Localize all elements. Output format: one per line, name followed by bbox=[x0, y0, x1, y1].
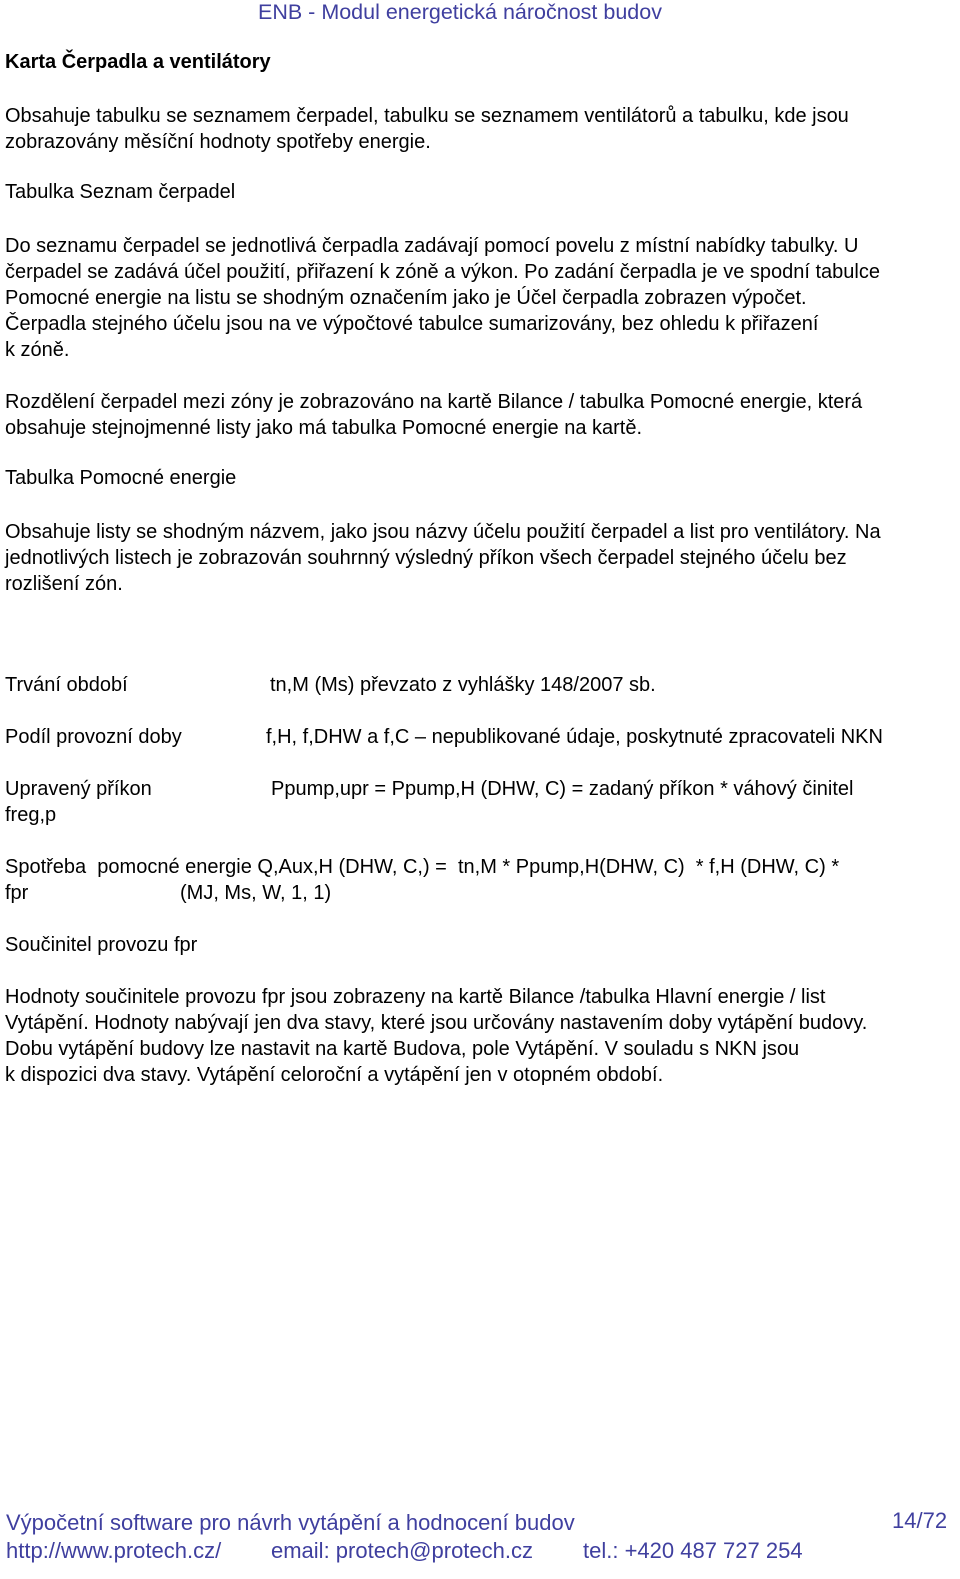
footer-title: Výpočetní software pro návrh vytápění a hodnocení budov bbox=[6, 1510, 575, 1535]
pomocne-heading: Tabulka Pomocné energie bbox=[5, 467, 237, 489]
trvani-label: Trvání období bbox=[5, 674, 128, 696]
text-line: čerpadel se zadává účel použití, přiřazení k zóně a výkon. Po zadání čerpadla je ve spodní tabulce bbox=[5, 261, 880, 283]
text-line: obsahuje stejnojmenné listy jako má tabulka Pomocné energie na kartě. bbox=[5, 417, 643, 439]
text-line: Pomocné energie na listu se shodným označením jako je Účel čerpadla zobrazen výpočet. bbox=[5, 287, 807, 309]
pomocne-paragraph bbox=[5, 519, 957, 597]
text-line: jednotlivých listech je zobrazován souhrnný výsledný příkon všech čerpadel stejného účelu bez bbox=[5, 547, 847, 569]
text-line: Dobu vytápění budovy lze nastavit na kartě Budova, pole Vytápění. V souladu s NKN jsou bbox=[5, 1038, 800, 1060]
page-number: 14/72 bbox=[892, 1508, 948, 1533]
prikon-symbol: freg,p bbox=[5, 804, 57, 826]
spotreba-units: (MJ, Ms, W, 1, 1) bbox=[180, 882, 332, 904]
spotreba-formula-fpr: fpr bbox=[5, 882, 29, 904]
text-line: Do seznamu čerpadel se jednotlivá čerpadla zadávají pomocí povelu z místní nabídky tabulky. U bbox=[5, 235, 859, 257]
page-header-title: ENB - Modul energetická náročnost budov bbox=[258, 0, 662, 24]
text-line: Hodnoty součinitele provozu fpr jsou zobrazeny na kartě Bilance /tabulka Hlavní energie / list bbox=[5, 986, 826, 1008]
podil-value: f,H, f,DHW a f,C – nepublikované údaje, poskytnuté zpracovateli NKN bbox=[266, 726, 883, 748]
text-line: rozlišení zón. bbox=[5, 573, 123, 595]
soucinitel-paragraph bbox=[5, 984, 957, 1088]
text-line: Obsahuje tabulku se seznamem čerpadel, tabulku se seznamem ventilátorů a tabulku, kde jsou bbox=[5, 105, 849, 127]
footer-url-link[interactable]: http://www.protech.cz/ bbox=[6, 1538, 222, 1563]
trvani-value: tn,M (Ms) převzato z vyhlášky 148/2007 sb. bbox=[270, 674, 656, 696]
prikon-label: Upravený příkon bbox=[5, 778, 152, 800]
soucinitel-heading: Součinitel provozu fpr bbox=[5, 934, 198, 956]
text-line: Vytápění. Hodnoty nabývají jen dva stavy, které jsou určovány nastavením doby vytápění budovy. bbox=[5, 1012, 868, 1034]
text-line: zobrazovány měsíční hodnoty spotřeby energie. bbox=[5, 131, 431, 153]
text-line: k zóně. bbox=[5, 339, 70, 361]
text-line: Rozdělení čerpadel mezi zóny je zobrazováno na kartě Bilance / tabulka Pomocné energie, která bbox=[5, 391, 863, 413]
footer-phone: tel.: +420 487 727 254 bbox=[583, 1538, 803, 1563]
text-line: k dispozici dva stavy. Vytápění celoroční a vytápění jen v otopném období. bbox=[5, 1064, 664, 1086]
seznam-note-paragraph bbox=[5, 389, 957, 441]
section-title: Karta Čerpadla a ventilátory bbox=[5, 51, 271, 73]
spotreba-formula: Spotřeba pomocné energie Q,Aux,H (DHW, C,) = tn,M * Ppump,H(DHW, C) * f,H (DHW, C) * bbox=[5, 856, 840, 878]
footer-email-link[interactable]: email: protech@protech.cz bbox=[271, 1538, 534, 1563]
prikon-value: Ppump,upr = Ppump,H (DHW, C) = zadaný příkon * váhový činitel bbox=[271, 778, 854, 800]
seznam-heading: Tabulka Seznam čerpadel bbox=[5, 181, 236, 203]
text-line: Obsahuje listy se shodným názvem, jako jsou názvy účelu použití čerpadel a list pro ventilátory. Na bbox=[5, 521, 881, 543]
seznam-paragraph bbox=[5, 233, 957, 363]
intro-paragraph bbox=[5, 103, 957, 155]
text-line: Čerpadla stejného účelu jsou na ve výpočtové tabulce sumarizovány, bez ohledu k přiřazení bbox=[5, 313, 819, 335]
podil-label: Podíl provozní doby bbox=[5, 726, 182, 748]
